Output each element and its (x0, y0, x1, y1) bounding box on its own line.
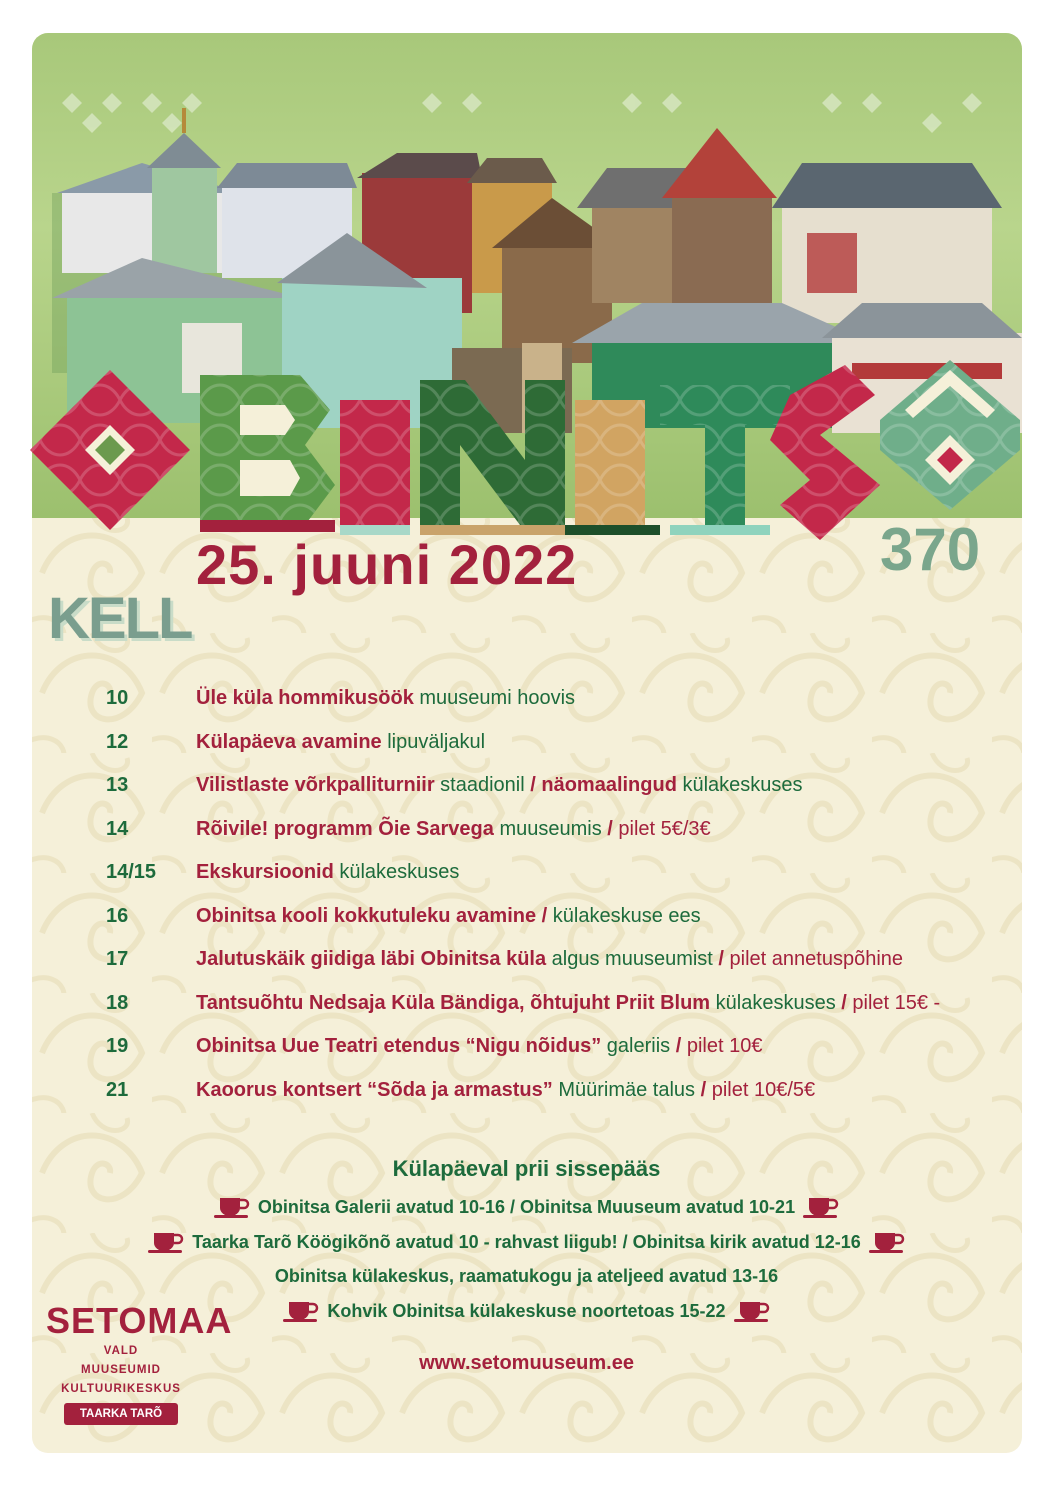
schedule-time: 14 (106, 817, 129, 840)
schedule-text-part: külakeskuse ees (552, 904, 701, 927)
logo-word: SETOMAA (46, 1300, 233, 1341)
schedule-text-part: Obinitsa Uue Teatri etendus “Nigu nõidus” (196, 1035, 602, 1057)
schedule-row (106, 1032, 1036, 1076)
letter-b (200, 375, 335, 532)
schedule-text-part: Tantsuõhtu Nedsaja Küla Bändiga, õhtujuht Priit Blum (196, 991, 711, 1014)
letter-i2 (565, 400, 660, 535)
schedule-text-part: / (675, 1035, 682, 1057)
schedule-text-part: näomaalingud (535, 774, 677, 796)
coffee-cup-icon (732, 1300, 772, 1324)
schedule-row (106, 858, 1036, 902)
schedule-time: 14/15 (106, 861, 157, 883)
schedule-text-part: külakeskuses (333, 861, 460, 883)
anniversary-number: 370 (880, 516, 981, 583)
schedule-text-part: / (530, 774, 536, 796)
schedule-text-part: pilet annetuspõhine (723, 948, 904, 970)
opening-hours-line (0, 1227, 1053, 1262)
schedule-text-part: külakeskuses (710, 991, 842, 1014)
schedule-description (196, 1076, 815, 1104)
time-heading: KELL (48, 586, 192, 651)
schedule-text-part: / (607, 817, 613, 840)
schedule-description (196, 728, 485, 756)
logo-line-muuseumid: MUUSEUMID (81, 1364, 161, 1376)
event-date: 25. juuni 2022 (196, 533, 578, 596)
letter-a (880, 360, 1020, 510)
logo-line-kultuurikeskus: KULTUURIKESKUS (61, 1383, 181, 1395)
schedule-time: 18 (106, 991, 129, 1014)
website-link[interactable]: www.setomuuseum.ee (419, 1352, 634, 1374)
letter-n (420, 380, 565, 535)
schedule-description (196, 771, 803, 799)
schedule-row (106, 989, 1036, 1033)
coffee-cup-icon (801, 1196, 841, 1220)
schedule-text-part: muuseumis (493, 817, 608, 840)
letter-o (30, 370, 190, 530)
schedule-text-part: / (841, 991, 847, 1014)
schedule-text-part: lipuväljakul (381, 730, 486, 753)
opening-hours-text: Obinitsa Galerii avatud 10-16 / Obinitsa Muuseum avatud 10-21 (257, 1197, 796, 1217)
schedule-row (106, 684, 1036, 728)
setomaa-logo (46, 1300, 233, 1425)
schedule-row (106, 945, 1036, 989)
schedule-description (196, 1032, 762, 1060)
schedule-text-part: / (536, 904, 553, 927)
schedule-text-part: Müürimäe talus (552, 1078, 701, 1101)
schedule-time: 10 (106, 687, 129, 709)
schedule-row (106, 771, 1036, 815)
schedule-time: 16 (106, 904, 129, 927)
schedule-list (106, 684, 1036, 1119)
opening-hours-text: Obinitsa külakeskus, raamatukogu ja ateljeed avatud 13-16 (274, 1266, 779, 1286)
schedule-text-part: Obinitsa kooli kokkutuleku avamine (196, 904, 537, 927)
schedule-row (106, 902, 1036, 946)
opening-hours-line (0, 1261, 1053, 1296)
free-entry-title: Külapäeval prii sissepääs (392, 1156, 661, 1181)
schedule-time: 12 (106, 730, 129, 753)
schedule-text-part: pilet 5€/3€ (612, 817, 711, 840)
schedule-text-part: külakeskuses (676, 774, 803, 796)
schedule-text-part: Külapäeva avamine (196, 730, 382, 753)
schedule-text-part: Üle küla hommikusöök (196, 687, 414, 709)
logo-line-vald: VALD (103, 1345, 139, 1357)
schedule-text-part: algus muuseumist (546, 948, 719, 970)
schedule-description (196, 684, 575, 712)
schedule-text-part: / (700, 1078, 707, 1101)
opening-hours-line (0, 1192, 1053, 1227)
coffee-cup-icon (281, 1300, 321, 1324)
schedule-description (196, 858, 459, 886)
letter-t (660, 385, 790, 535)
schedule-time: 19 (106, 1035, 129, 1057)
letter-i1 (340, 400, 410, 535)
schedule-description (196, 945, 903, 973)
opening-hours-text: Taarka Tarõ Köögikõnõ avatud 10 - rahvast liigub! / Obinitsa kirik avatud 12-16 (192, 1231, 861, 1252)
coffee-cup-icon (146, 1231, 186, 1255)
schedule-text-part: Kaoorus kontsert “Sõda ja armastus” (196, 1078, 553, 1101)
coffee-cup-icon (212, 1196, 252, 1220)
schedule-time: 21 (106, 1078, 129, 1101)
schedule-time: 13 (106, 774, 129, 796)
schedule-text-part: muuseumi hoovis (413, 687, 576, 709)
schedule-text-part: Vilistlaste võrkpalliturniir (196, 774, 435, 796)
opening-hours-text: Kohvik Obinitsa külakeskuse noortetoas 15-22 (327, 1300, 726, 1321)
schedule-row (106, 1076, 1036, 1120)
schedule-time: 17 (106, 948, 129, 970)
schedule-text-part: pilet 10€ (681, 1035, 763, 1057)
schedule-text-part: Jalutuskäik giidiga läbi Obinitsa küla (196, 948, 547, 970)
schedule-row (106, 815, 1036, 859)
logo-tag: TAARKA TARÕ (64, 1403, 178, 1425)
schedule-text-part: pilet 10€/5€ (706, 1078, 816, 1101)
schedule-text-part: pilet 15€ - (846, 991, 941, 1014)
schedule-text-part: Rõivile! programm Õie Sarvega (196, 817, 494, 840)
coffee-cup-icon (867, 1231, 907, 1255)
schedule-text-part: staadionil (434, 774, 531, 796)
schedule-row (106, 728, 1036, 772)
schedule-description (196, 815, 711, 843)
schedule-text-part: / (718, 948, 724, 970)
schedule-text-part: galeriis (601, 1035, 676, 1057)
schedule-text-part: Ekskursioonid (196, 861, 334, 883)
schedule-description (196, 989, 940, 1017)
schedule-description (196, 902, 701, 930)
